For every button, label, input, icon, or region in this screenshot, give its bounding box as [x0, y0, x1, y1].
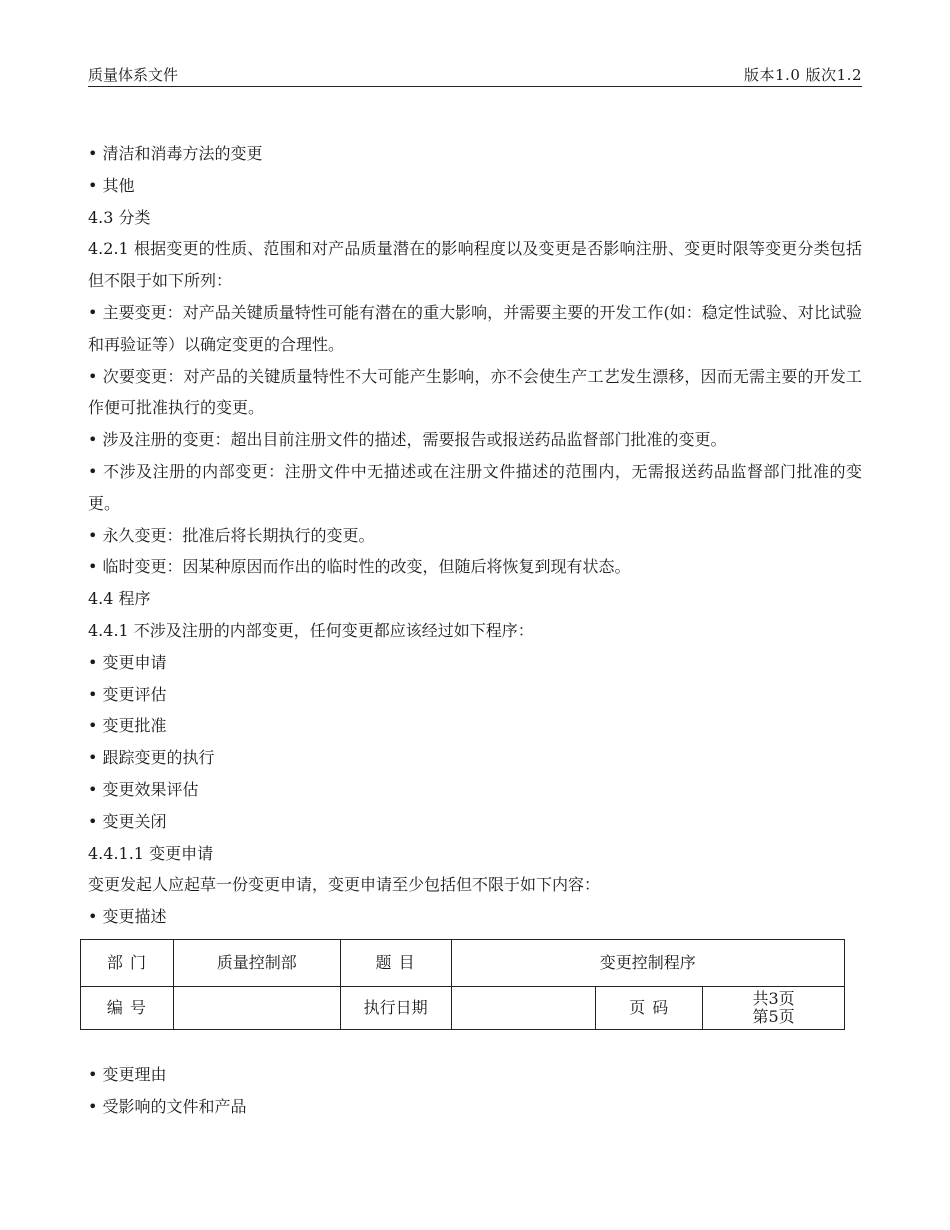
bullet-item: • 不涉及注册的内部变更：注册文件中无描述或在注册文件描述的范围内，无需报送药品监督部门批准的变更。	[88, 456, 862, 520]
header-doc-type: 质量体系文件	[88, 66, 179, 84]
paragraph: 4.2.1 根据变更的性质、范围和对产品质量潜在的影响程度以及变更是否影响注册、变更时限等变更分类包括但不限于如下所列：	[88, 239, 862, 291]
page-total: 共3页	[752, 989, 795, 1008]
bullet-item: • 变更批准	[88, 710, 862, 742]
bullet-item: • 变更申请	[88, 647, 862, 679]
topic-value: 变更控制程序	[599, 953, 696, 972]
bullet-item: • 次要变更：对产品的关键质量特性不大可能产生影响，亦不会使生产工艺发生漂移，因而无需主要的开发工作便可批准执行的变更。	[88, 361, 862, 425]
bullet-item: • 涉及注册的变更：超出目前注册文件的描述，需要报告或报送药品监督部门批准的变更。	[88, 424, 862, 456]
bullet-item: • 清洁和消毒方法的变更	[88, 138, 862, 170]
document-body	[88, 138, 862, 933]
bullet-item: • 其他	[88, 170, 862, 202]
date-label-cell	[340, 987, 451, 1030]
dept-value: 质量控制部	[216, 953, 297, 972]
section-heading: 4.4 程序	[88, 589, 151, 609]
document-info-table	[80, 939, 845, 1030]
paragraph: 4.4.1 不涉及注册的内部变更，任何变更都应该经过如下程序：	[88, 620, 534, 640]
date-value-cell	[451, 987, 596, 1030]
number-value-cell	[173, 987, 340, 1030]
page-header	[88, 64, 862, 87]
section-heading: 4.4.1.1 变更申请	[88, 843, 214, 863]
topic-label: 题 目	[375, 953, 416, 972]
page-number-cell	[703, 987, 845, 1030]
dept-label-cell	[81, 940, 174, 987]
bullet-item: • 变更评估	[88, 679, 862, 711]
bullet-item: • 变更关闭	[88, 806, 862, 838]
bullet-item: • 临时变更：因某种原因而作出的临时性的改变，但随后将恢复到现有状态。	[88, 551, 862, 583]
date-label: 执行日期	[363, 998, 428, 1017]
page-label-cell	[596, 987, 703, 1030]
topic-label-cell	[340, 940, 451, 987]
bullet-item: • 永久变更：批准后将长期执行的变更。	[88, 520, 862, 552]
number-label: 编 号	[106, 998, 147, 1017]
page-label: 页 码	[629, 998, 670, 1017]
page-current: 第5页	[752, 1007, 795, 1026]
bullet-item: • 受影响的文件和产品	[88, 1091, 862, 1123]
paragraph: 变更发起人应起草一份变更申请，变更申请至少包括但不限于如下内容：	[88, 875, 601, 895]
bullet-item: • 变更描述	[88, 901, 862, 933]
bullet-item: • 跟踪变更的执行	[88, 742, 862, 774]
bullet-item: • 变更理由	[88, 1059, 862, 1091]
section-heading: 4.3 分类	[88, 207, 151, 227]
header-version: 版本1.0 版次1.2	[744, 66, 862, 84]
dept-value-cell	[173, 940, 340, 987]
bullet-item: • 变更效果评估	[88, 774, 862, 806]
dept-label: 部 门	[106, 953, 147, 972]
document-body-continued	[88, 1059, 862, 1123]
bullet-item: • 主要变更：对产品关键质量特性可能有潜在的重大影响，并需要主要的开发工作(如：稳定性试验、对比试验和再验证等）以确定变更的合理性。	[88, 297, 862, 361]
topic-value-cell	[451, 940, 845, 987]
number-label-cell	[81, 987, 174, 1030]
